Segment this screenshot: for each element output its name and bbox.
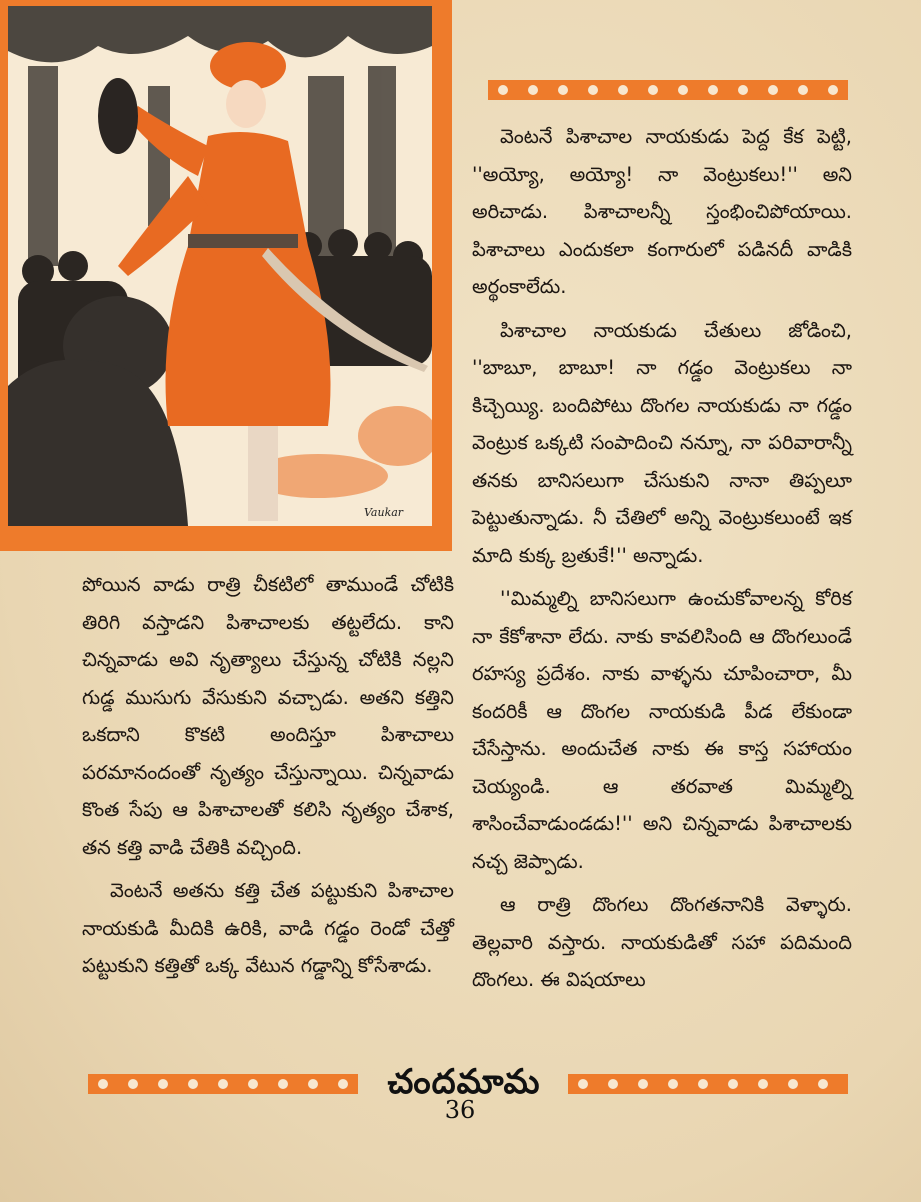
paragraph: ''మిమ్మల్ని బానిసలుగా ఉంచుకోవాలన్న కోరిక నా కేకోశానా లేదు. నాకు కావలిసింది ఆ దొంగలుండే రహస్య ప్రదేశం. నాకు వాళ్ళను చూపించారా, మీ కందరికీ ఆ దొంగల నాయకుడి పీడ లేకుండా చేసేస్తాను. అందుచేత నాకు ఈ కాస్త సహాయం చెయ్యండి. ఆ తరవాత మిమ్మల్ని శాసించేవాడుండడు!'' అని చిన్నవాడు పిశాచాలకు నచ్చ జెప్పాడు. xyxy=(472,587,852,873)
left-text-column xyxy=(82,566,454,991)
illustrator-signature: Vaukar xyxy=(364,506,404,519)
paragraph: వెంటనే పిశాచాల నాయకుడు పెద్ద కేక పెట్టి, ''అయ్యో, అయ్యో! నా వెంట్రుకలు!'' అని అరిచాడు. పిశాచాలన్నీ స్తంభించిపోయాయి. పిశాచాలు ఎందుకలా కంగారులో పడినదీ వాడికి అర్థంకాలేదు. xyxy=(472,125,852,298)
magazine-title: చందమామ xyxy=(387,1062,541,1102)
paragraph: పిశాచాల నాయకుడు చేతులు జోడించి, ''బాబూ, బాబూ! నా గడ్డం వెంట్రుకలు నా కిచ్చెయ్యి. బందిపోటు దొంగల నాయకుడు నా గడ్డం వెంట్రుక ఒక్కటి సంపాదించి నన్నూ, నా పరివారాన్నీ తనకు బానిసలుగా చేసుకుని నానా తిప్పలూ పెట్టుతున్నాడు. నీ చేతిలో అన్ని వెంట్రుకలుంటే ఇక మాది కుక్క బ్రతుకే!'' అన్నాడు. xyxy=(472,318,852,567)
paragraph: వెంటనే అతను కత్తి చేత పట్టుకుని పిశాచాల నాయకుడి మీదికి ఉరికి, వాడి గడ్డం రెండో చేత్తో పట్టుకుని కత్తితో ఒక్క వేటున గడ్డాన్ని కోసేశాడు. xyxy=(82,879,454,977)
illustration-frame xyxy=(0,0,452,551)
top-ornament xyxy=(488,78,848,102)
paragraph: పోయిన వాడు రాత్రి చీకటిలో తాముండే చోటికి తిరిగి వస్తాడని పిశాచాలకు తట్టలేదు. కాని చిన్నవాడు అవి నృత్యాలు చేస్తున్న చోటికి నల్లని గుడ్డ ముసుగు వేసుకుని వచ్చాడు. అతని కత్తిని ఒకదాని కొకటి అందిస్తూ పిశాచాలు పరమానందంతో నృత్యం చేస్తున్నాయి. చిన్నవాడు కొంత సేపు ఆ పిశాచాలతో కలిసి నృత్యం చేశాక, తన కత్తి వాడి చేతికి వచ్చింది. xyxy=(82,573,454,859)
story-illustration xyxy=(8,6,432,526)
right-text-column xyxy=(472,118,852,1005)
bottom-left-ornament xyxy=(88,1072,358,1096)
paragraph: ఆ రాత్రి దొంగలు దొంగతనానికి వెళ్ళారు. తెల్లవారి వస్తారు. నాయకుడితో సహా పదిమంది దొంగలు. ఈ విషయాలు xyxy=(472,893,852,991)
bottom-right-ornament xyxy=(568,1072,848,1096)
page-number: 36 xyxy=(444,1096,476,1124)
